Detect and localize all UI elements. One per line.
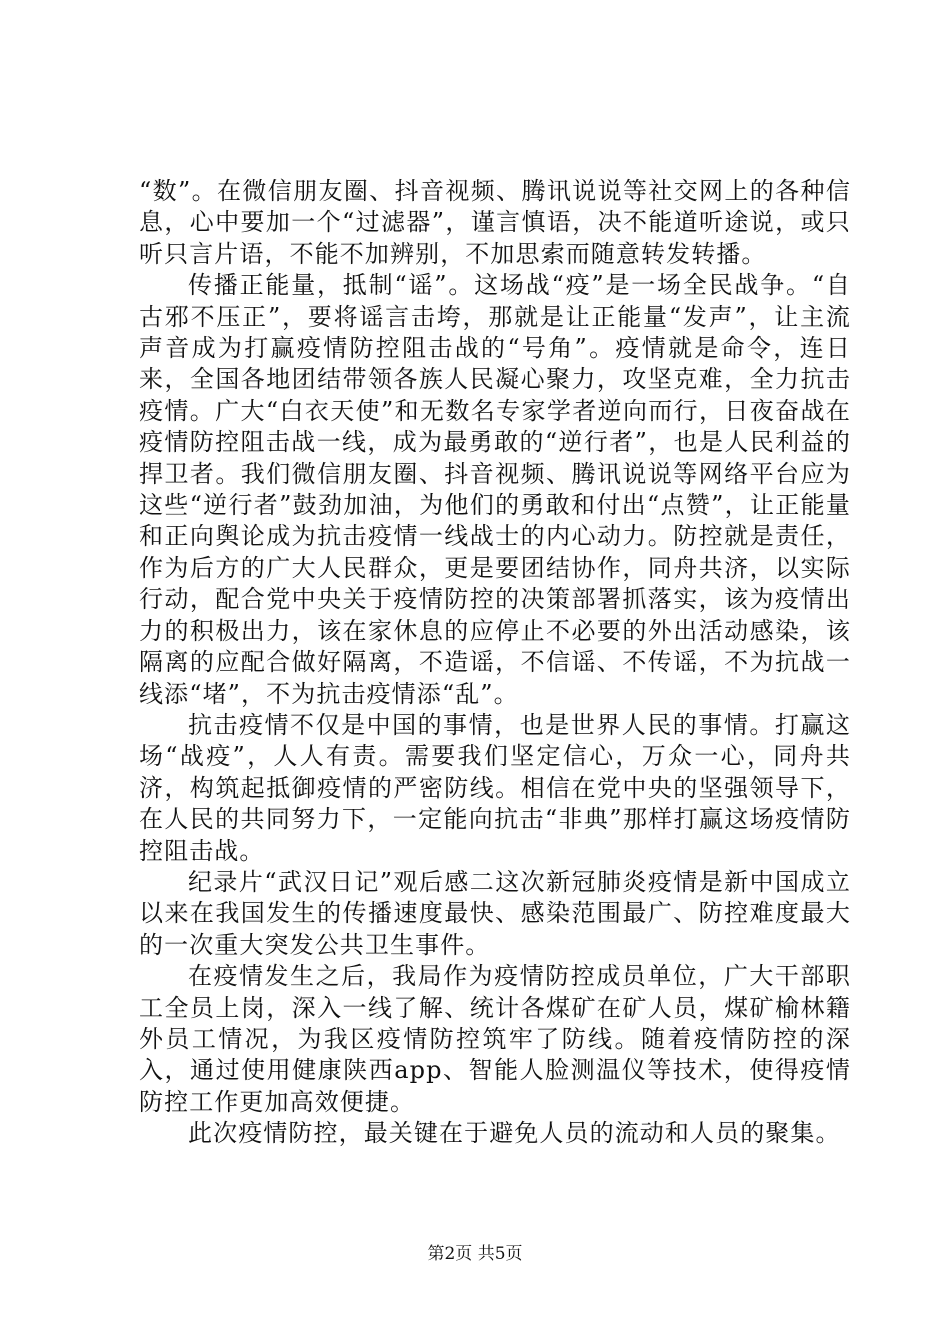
paragraph-1: “数”。在微信朋友圈、抖音视频、腾讯说说等社交网上的各种信息，心中要加一个“过滤器”，谨言慎语，决不能道听途说，或只听只言片语，不能不加辨别，不加思索而随意转发转播。 <box>139 177 851 268</box>
page-footer <box>0 1243 950 1265</box>
paragraph-2: 传播正能量，抵制“谣”。这场战“疫”是一场全民战争。“自古邪不压正”，要将谣言击垮，那就是让正能量“发声”，让主流声音成为打赢疫情防控阻击战的“号角”。疫情就是命令，连日来，全国各地团结带领各族人民凝心聚力，攻坚克难，全力抗击疫情。广大“白衣天使”和无数名专家学者逆向而行，日夜奋战在疫情防控阻击战一线，成为最勇敢的“逆行者”，也是人民利益的捍卫者。我们微信朋友圈、抖音视频、腾讯说说等网络平台应为这些“逆行者”鼓劲加油，为他们的勇敢和付出“点赞”，让正能量和正向舆论成为抗击疫情一线战士的内心动力。防控就是责任，作为后方的广大人民群众，更是要团结协作，同舟共济，以实际行动，配合党中央关于疫情防控的决策部署抓落实，该为疫情出力的积极出力，该在家休息的应停止不必要的外出活动感染，该隔离的应配合做好隔离，不造谣，不信谣、不传谣，不为抗战一线添“堵”，不为抗击疫情添“乱”。 <box>139 271 851 708</box>
paragraph-3: 抗击疫情不仅是中国的事情，也是世界人民的事情。打赢这场“战疫”，人人有责。需要我们坚定信心，万众一心，同舟共济，构筑起抵御疫情的严密防线。相信在党中央的坚强领导下，在人民的共同努力下，一定能向抗击“非典”那样打赢这场疫情防控阻击战。 <box>139 710 851 865</box>
paragraph-4: 纪录片“武汉日记”观后感二这次新冠肺炎疫情是新中国成立以来在我国发生的传播速度最快、感染范围最广、防控难度最大的一次重大突发公共卫生事件。 <box>139 867 851 959</box>
page-number-label: 第2页 共5页 <box>427 1244 523 1264</box>
paragraph-5: 在疫情发生之后，我局作为疫情防控成员单位，广大干部职工全员上岗，深入一线了解、统计各煤矿在矿人员，煤矿榆林籍外员工情况，为我区疫情防控筑牢了防线。随着疫情防控的深入，通过使用健康陕西app、智能人脸测温仪等技术，使得疫情防控工作更加高效便捷。 <box>139 962 851 1116</box>
paragraph-6: 此次疫情防控，最关键在于避免人员的流动和人员的聚集。 <box>188 1119 841 1148</box>
document-body <box>139 176 851 1150</box>
